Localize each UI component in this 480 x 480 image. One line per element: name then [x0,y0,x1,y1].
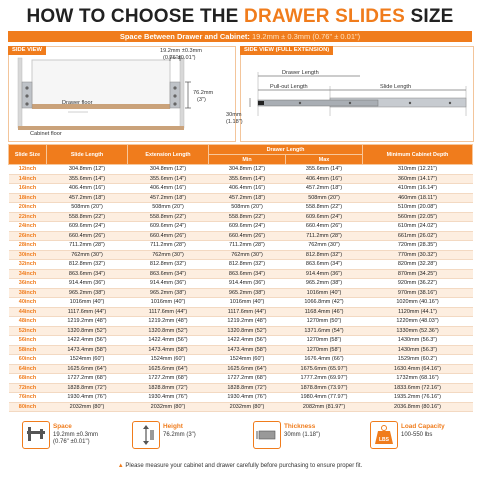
table-cell: 1117.6mm (44") [128,307,209,317]
table-row [9,174,473,184]
table-cell: 457.2mm (18") [47,193,128,203]
table-cell: 1320.8mm (52") [47,326,128,336]
table-cell: 720mm (28.35") [363,241,473,251]
table-cell: 965.2mm (38") [47,288,128,298]
slide-size-cell: 34inch [9,269,47,279]
title-accent: DRAWER SLIDES [244,6,405,27]
slide-size-cell: 20inch [9,203,47,213]
table-row [9,279,473,289]
table-cell: 355.6mm (14") [47,174,128,184]
table-row [9,307,473,317]
slide-size-cell: 12inch [9,165,47,175]
slide-size-cell: 52inch [9,326,47,336]
table-cell: 560mm (22.05") [363,212,473,222]
slide-size-cell: 68inch [9,374,47,384]
feature-load-capacity: LBS Load Capacity 100-550 lbs [370,421,470,453]
table-cell: 2082mm (81.97") [286,402,363,412]
table-row [9,231,473,241]
table-cell: 1727.2mm (68") [47,374,128,384]
col-slide-size: Slide Size [9,145,47,165]
table-cell: 660.4mm (26") [128,231,209,241]
table-cell: 762mm (30") [209,250,286,260]
table-cell: 660.4mm (26") [209,231,286,241]
table-row [9,203,473,213]
col-min-depth: Minimum Cabinet Depth [363,145,473,165]
feature-height: Height 76.2mm (3") [132,421,232,453]
table-cell: 610mm (24.02") [363,222,473,232]
table-cell: 508mm (20") [286,193,363,203]
table-cell: 310mm (12.21") [363,165,473,175]
table-row [9,345,473,355]
feature-thickness: Thickness 30mm (1.18") [253,421,353,453]
table-cell: 1016mm (40") [209,298,286,308]
table-cell: 1930.4mm (76") [209,393,286,403]
table-cell: 1168.4mm (46") [286,307,363,317]
table-row [9,402,473,412]
table-row [9,269,473,279]
table-cell: 1980.4mm (77.97") [286,393,363,403]
table-cell: 812.8mm (32") [128,260,209,270]
table-cell: 920mm (36.22") [363,279,473,289]
table-cell: 558.8mm (22") [286,203,363,213]
table-cell: 1524mm (60") [209,355,286,365]
table-cell: 355.6mm (14") [286,165,363,175]
thickness-mm-label: 30mm [226,112,242,118]
table-cell: 1016mm (40") [128,298,209,308]
table-cell: 508mm (20") [128,203,209,213]
slide-size-cell: 44inch [9,307,47,317]
table-cell: 1219.2mm (48") [47,317,128,327]
extension-view-tag: SIDE VIEW (FULL EXTENSION) [240,46,333,55]
table-cell: 1675.6mm (65.97") [286,364,363,374]
table-cell: 457.2mm (18") [209,193,286,203]
table-row [9,165,473,175]
table-cell: 660.4mm (26") [286,222,363,232]
table-cell: 914.4mm (36") [286,269,363,279]
table-row [9,298,473,308]
extension-view-diagram [240,46,472,140]
slide-size-cell: 30inch [9,250,47,260]
table-cell: 1930.4mm (76") [47,393,128,403]
slide-size-cell: 60inch [9,355,47,365]
table-cell: 304.8mm (12") [209,165,286,175]
table-cell: 1935.2mm (76.16") [363,393,473,403]
table-cell: 406.4mm (16") [286,174,363,184]
col-drawer-length: Drawer Length [209,145,363,155]
warning-icon: ▲ [117,463,124,469]
table-row [9,355,473,365]
col-min: Min [209,155,286,165]
side-view-tag: SIDE VIEW [8,46,46,55]
table-cell: 863.6mm (34") [286,260,363,270]
table-cell: 1529mm (60.2") [363,355,473,365]
table-row [9,241,473,251]
table-cell: 661mm (26.02") [363,231,473,241]
table-cell: 2032mm (80") [128,402,209,412]
table-row [9,383,473,393]
slide-size-cell: 36inch [9,279,47,289]
table-cell: 2032mm (80") [47,402,128,412]
table-cell: 1828.8mm (72") [47,383,128,393]
table-cell: 1371.6mm (54") [286,326,363,336]
weight-icon [370,421,398,449]
gap-in-label: (0.76"±0.01") [163,55,196,61]
table-row [9,184,473,194]
slide-size-cell: 18inch [9,193,47,203]
table-cell: 1422.4mm (56") [47,336,128,346]
table-cell: 2032mm (80") [209,402,286,412]
table-cell: 970mm (38.16") [363,288,473,298]
table-cell: 1625.6mm (64") [209,364,286,374]
gap-mm-label: 19.2mm ±0.3mm [160,48,202,54]
table-cell: 1330mm (52.36") [363,326,473,336]
table-cell: 711.2mm (28") [128,241,209,251]
table-cell: 1219.2mm (48") [128,317,209,327]
table-cell: 304.8mm (12") [47,165,128,175]
height-mm-label: 76.2mm [193,90,214,96]
table-cell: 410mm (16.14") [363,184,473,194]
table-row [9,326,473,336]
table-cell: 1117.6mm (44") [47,307,128,317]
table-row [9,393,473,403]
table-cell: 863.6mm (34") [209,269,286,279]
table-cell: 1524mm (60") [128,355,209,365]
caliper-icon [22,421,50,449]
table-cell: 457.2mm (18") [286,184,363,194]
slide-size-cell: 58inch [9,345,47,355]
table-cell: 1727.2mm (68") [128,374,209,384]
table-row [9,212,473,222]
table-cell: 1630.4mm (64.16") [363,364,473,374]
table-cell: 1320.8mm (52") [128,326,209,336]
table-row [9,222,473,232]
slide-size-cell: 80inch [9,402,47,412]
table-cell: 762mm (30") [286,241,363,251]
col-slide-length: Slide Length [47,145,128,165]
table-cell: 965.2mm (38") [209,288,286,298]
table-cell: 1120mm (44.1") [363,307,473,317]
table-row [9,250,473,260]
table-cell: 558.8mm (22") [128,212,209,222]
table-cell: 304.8mm (12") [128,165,209,175]
height-icon [132,421,160,449]
table-cell: 2036.8mm (80.16") [363,402,473,412]
table-cell: 508mm (20") [209,203,286,213]
table-cell: 1828.8mm (72") [209,383,286,393]
table-cell: 1473.4mm (58") [209,345,286,355]
table-row [9,260,473,270]
slide-size-cell: 72inch [9,383,47,393]
table-cell: 863.6mm (34") [128,269,209,279]
spec-table [8,144,473,412]
drawer-length-label: Drawer Length [282,70,319,76]
table-cell: 508mm (20") [47,203,128,213]
cabinet-floor-label: Cabinet floor [30,131,62,137]
table-cell: 1016mm (40") [286,288,363,298]
table-cell: 355.6mm (14") [209,174,286,184]
slide-size-cell: 16inch [9,184,47,194]
table-cell: 1020mm (40.16") [363,298,473,308]
table-cell: 1878.8mm (73.97") [286,383,363,393]
table-cell: 1430mm (56.3") [363,336,473,346]
table-row [9,288,473,298]
table-cell: 1473.4mm (58") [47,345,128,355]
table-cell: 762mm (30") [47,250,128,260]
slide-size-cell: 26inch [9,231,47,241]
table-cell: 1732mm (68.16") [363,374,473,384]
table-cell: 711.2mm (28") [47,241,128,251]
table-cell: 914.4mm (36") [209,279,286,289]
thickness-in-label: (1.18") [226,119,243,125]
table-cell: 558.8mm (22") [47,212,128,222]
table-cell: 609.6mm (24") [209,222,286,232]
table-cell: 1220mm (48.03") [363,317,473,327]
table-cell: 711.2mm (28") [286,231,363,241]
table-cell: 460mm (18.11") [363,193,473,203]
table-row [9,374,473,384]
table-cell: 609.6mm (24") [47,222,128,232]
table-cell: 870mm (34.25") [363,269,473,279]
table-cell: 1422.4mm (56") [209,336,286,346]
slide-size-cell: 76inch [9,393,47,403]
slide-size-cell: 14inch [9,174,47,184]
table-row [9,336,473,346]
table-row [9,317,473,327]
table-cell: 914.4mm (36") [128,279,209,289]
table-cell: 770mm (30.32") [363,250,473,260]
table-cell: 1625.6mm (64") [47,364,128,374]
table-cell: 1270mm (50") [286,317,363,327]
table-cell: 510mm (20.08") [363,203,473,213]
table-cell: 1676.4mm (66") [286,355,363,365]
table-cell: 1473.4mm (58") [128,345,209,355]
table-cell: 1016mm (40") [47,298,128,308]
table-cell: 812.8mm (32") [209,260,286,270]
slide-size-cell: 64inch [9,364,47,374]
slide-size-cell: 28inch [9,241,47,251]
table-cell: 1625.6mm (64") [128,364,209,374]
table-cell: 355.6mm (14") [128,174,209,184]
table-cell: 812.8mm (32") [286,250,363,260]
table-cell: 711.2mm (28") [209,241,286,251]
table-cell: 609.6mm (24") [286,212,363,222]
footer-note: ▲ Please measure your cabinet and drawer carefully before purchasing to ensure proper fit. [117,463,363,469]
slide-size-cell: 38inch [9,288,47,298]
space-bar-value: 19.2mm ± 0.3mm (0.76" ± 0.01") [251,32,361,41]
drawer-floor-label: Drawer floor [62,100,93,106]
table-cell: 406.4mm (16") [209,184,286,194]
table-cell: 762mm (30") [128,250,209,260]
table-cell: 1117.6mm (44") [209,307,286,317]
table-cell: 1270mm (58") [286,345,363,355]
height-in-label: (3") [197,97,206,103]
table-cell: 406.4mm (16") [128,184,209,194]
table-cell: 1270mm (58") [286,336,363,346]
table-cell: 1930.4mm (76") [128,393,209,403]
slide-length-label: Slide Length [380,84,412,90]
page-title: HOW TO CHOOSE THE DRAWER SLIDES SIZE [26,6,454,27]
table-cell: 914.4mm (36") [47,279,128,289]
table-row [9,364,473,374]
pullout-length-label: Pull-out Length [270,84,308,90]
table-cell: 1219.2mm (48") [209,317,286,327]
table-cell: 609.6mm (24") [128,222,209,232]
table-cell: 1320.8mm (52") [209,326,286,336]
slide-size-cell: 24inch [9,222,47,232]
table-cell: 1833.6mm (72.16") [363,383,473,393]
feature-space: Space 19.2mm ±0.3mm (0.76" ±0.01") [22,421,122,453]
table-cell: 1777.2mm (69.97") [286,374,363,384]
table-row [9,193,473,203]
table-cell: 360mm (14.17") [363,174,473,184]
table-cell: 812.8mm (32") [47,260,128,270]
col-max: Max [286,155,363,165]
table-cell: 406.4mm (16") [47,184,128,194]
table-cell: 1430mm (56.3") [363,345,473,355]
table-cell: 863.6mm (34") [47,269,128,279]
table-cell: 660.4mm (26") [47,231,128,241]
table-cell: 1727.2mm (68") [209,374,286,384]
slide-size-cell: 22inch [9,212,47,222]
slide-size-cell: 32inch [9,260,47,270]
table-cell: 965.2mm (38") [128,288,209,298]
slide-size-cell: 56inch [9,336,47,346]
svg-text:LBS: LBS [379,437,389,443]
space-bar: Space Between Drawer and Cabinet: 19.2mm ± 0.3mm (0.76" ± 0.01") [8,31,472,42]
table-cell: 1524mm (60") [47,355,128,365]
slide-size-cell: 48inch [9,317,47,327]
table-cell: 1422.4mm (56") [128,336,209,346]
col-extension-length: Extension Length [128,145,209,165]
table-cell: 820mm (32.28") [363,260,473,270]
table-cell: 457.2mm (18") [128,193,209,203]
slide-size-cell: 40inch [9,298,47,308]
table-cell: 965.2mm (38") [286,279,363,289]
thickness-icon [253,421,281,449]
table-cell: 1066.8mm (42") [286,298,363,308]
table-cell: 558.8mm (22") [209,212,286,222]
table-cell: 1828.8mm (72") [128,383,209,393]
